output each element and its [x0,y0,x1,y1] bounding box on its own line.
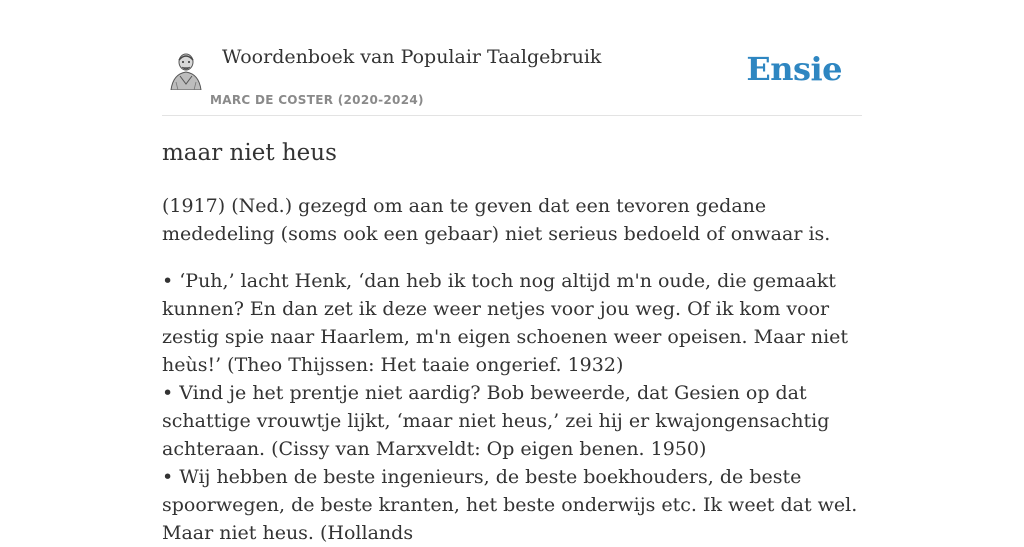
author-portrait-icon [168,50,204,90]
brand-logo[interactable]: Ensie [746,50,842,88]
entry-content [162,192,862,547]
quote-item: • Vind je het prentje niet aardig? Bob beweerde, dat Gesien op dat schattige vrouwtje lijkt, ‘maar niet heus,’ zei hij er kwajongensachtig achteraan. (Cissy van Marxveldt: Op eigen benen. 1950) [162,382,830,460]
quote-item: • Wij hebben de beste ingenieurs, de beste boekhouders, de beste spoorwegen, de beste kranten, het beste onderwijs etc. Ik weet dat wel. Maar niet heus. (Hollands [162,466,858,544]
quote-item: • ‘Puh,’ lacht Henk, ‘dan heb ik toch nog altijd m'n oude, die gemaakt kunnen? En dan zet ik deze weer netjes voor jou weg. Of ik kom voor zestig spie naar Haarlem, m'n eigen schoenen weer opeisen. Maar niet heùs!’ (Theo Thijssen: Het taaie ongerief. 1932) [162,270,849,376]
quote-list [162,267,862,547]
author-byline: MARC DE COSTER (2020-2024) [210,93,424,107]
entry-title: maar niet heus [162,140,337,166]
entry-definition: (1917) (Ned.) gezegd om aan te geven dat een tevoren gedane mededeling (soms ook een gebaar) niet serieus bedoeld of onwaar is. [162,195,831,245]
site-header [162,40,862,116]
site-title[interactable]: Woordenboek van Populair Taalgebruik [222,46,602,68]
